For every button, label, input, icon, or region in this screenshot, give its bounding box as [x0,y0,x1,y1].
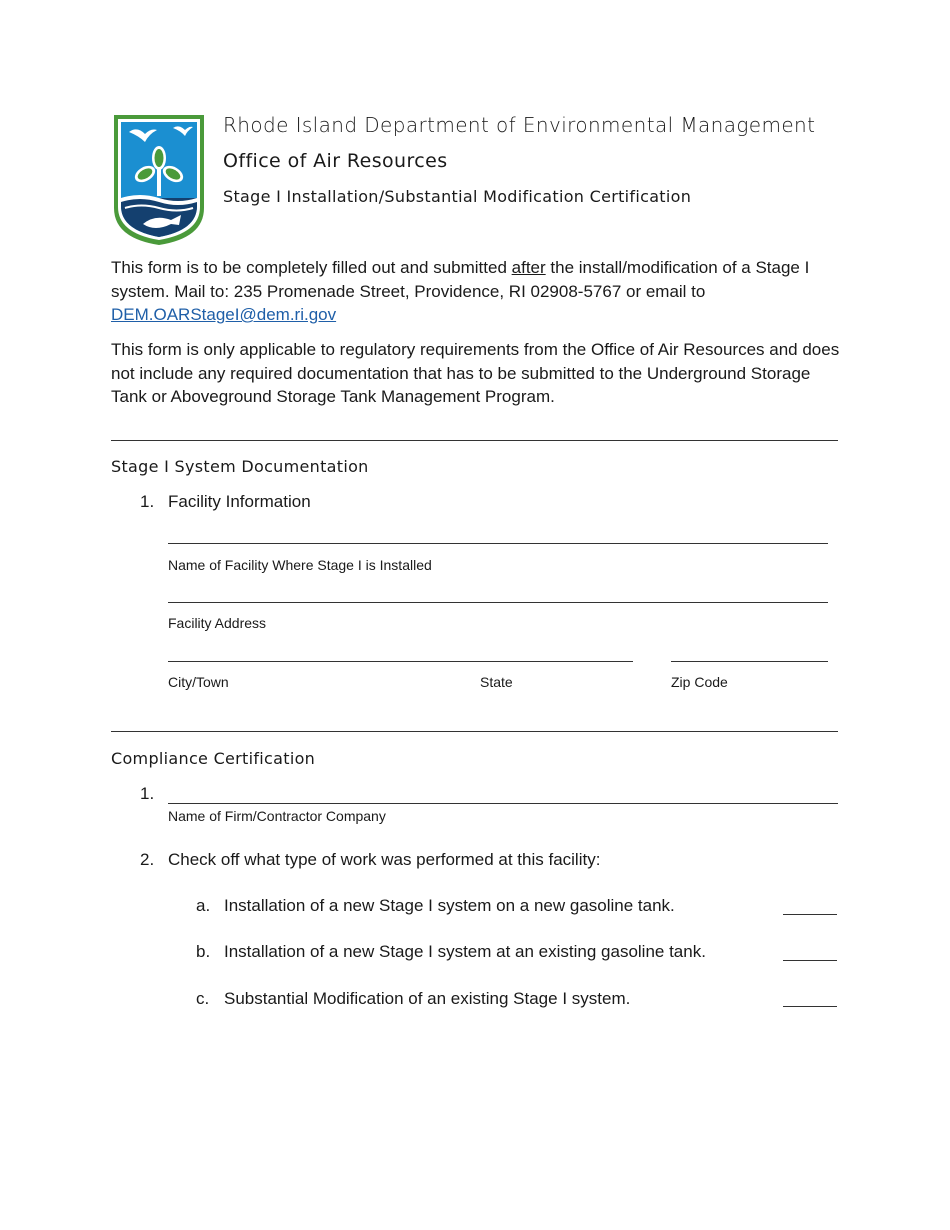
intro-text-after: the install/modification of a Stage I system. Mail to: 235 Promenade Street, Providence, RI 02908-5767 or email to [111,258,810,301]
facility-information-heading: Facility Information [168,492,311,511]
option-checkbox-line[interactable] [783,960,837,961]
city-label: City/Town [168,674,229,690]
item-number: 1. [140,784,155,803]
facility-name-label: Name of Facility Where Stage I is Installed [168,557,432,573]
facility-address-field[interactable] [168,602,828,603]
option-letter: c. [196,989,210,1008]
option-text: Installation of a new Stage I system at an existing gasoline tank. [224,942,706,961]
zip-code-field[interactable] [671,661,828,662]
section-title-compliance: Compliance Certification [111,749,316,768]
intro-text-before: This form is to be completely filled out and submitted [111,258,512,277]
state-label: State [480,674,513,690]
section-divider [111,440,838,441]
intro-emphasis: after [511,258,546,277]
org-name: Rhode Island Department of Environmental Management [223,113,816,137]
zip-label: Zip Code [671,674,728,690]
option-text: Installation of a new Stage I system on a new gasoline tank. [224,896,675,915]
form-title: Stage I Installation/Substantial Modification Certification [223,187,692,206]
email-link[interactable]: DEM.OARStageI@dem.ri.gov [111,305,337,324]
facility-address-label: Facility Address [168,615,267,631]
facility-name-field[interactable] [168,543,828,544]
intro-paragraph-1 [111,256,841,327]
office-name: Office of Air Resources [223,150,448,172]
ri-dem-logo [111,112,207,248]
work-type-question: Check off what type of work was performed at this facility: [168,850,601,869]
option-letter: b. [196,942,211,961]
intro-paragraph-2: This form is only applicable to regulatory requirements from the Office of Air Resources and does not include any required documentation that has to be submitted to the Underground Storage Tank or Aboveground Storage Tank Management Program. [111,340,840,406]
firm-name-field[interactable] [168,803,838,804]
section-divider [111,731,838,732]
option-checkbox-line[interactable] [783,914,837,915]
option-letter: a. [196,896,211,915]
item-number: 1. [140,492,155,511]
item-number: 2. [140,850,155,869]
firm-name-label: Name of Firm/Contractor Company [168,808,386,824]
option-checkbox-line[interactable] [783,1006,837,1007]
option-text: Substantial Modification of an existing Stage I system. [224,989,631,1008]
city-state-field[interactable] [168,661,633,662]
section-title-documentation: Stage I System Documentation [111,457,369,476]
